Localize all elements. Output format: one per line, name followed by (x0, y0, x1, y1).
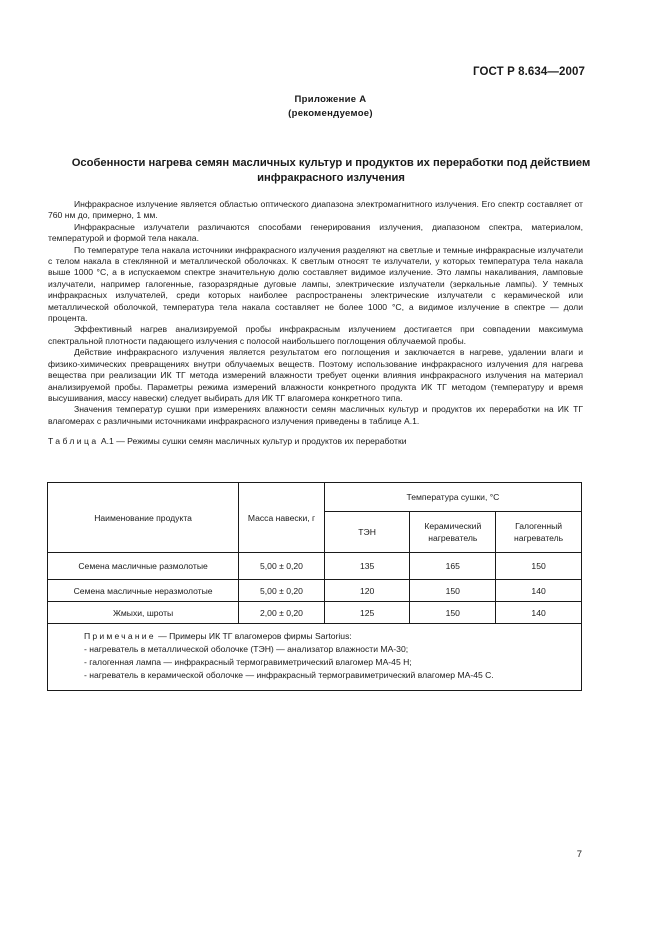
section-title-line-2: инфракрасного излучения (257, 172, 405, 184)
cell-ten: 120 (324, 580, 410, 602)
cell-product: Семена масличные неразмолотые (48, 580, 239, 602)
paragraph: Значения температур сушки при измерениях влажности семян масличных культур и продуктов их переработки на ИК ТГ влагомерах с различными источниками инфракрасного излучения приведены в таблице А.1. (48, 404, 583, 426)
cell-ten: 125 (324, 602, 410, 624)
standard-code: ГОСТ Р 8.634—2007 (473, 66, 585, 78)
section-title (40, 156, 622, 186)
paragraph: Инфракрасное излучение является областью оптического диапазона электромагнитного излучения. Его спектр составляет от 760 нм до, примерно, 1 мм. (48, 199, 583, 221)
table-note-row (48, 624, 582, 691)
cell-halogen: 140 (496, 602, 582, 624)
table-header-row (48, 483, 582, 512)
cell-ten: 135 (324, 553, 410, 580)
header-ceramic-line-2: нагреватель (428, 533, 478, 543)
page-number: 7 (576, 849, 582, 860)
appendix-title: Приложение А (294, 94, 367, 105)
paragraph: Действие инфракрасного излучения является результатом его поглощения и заключается в нагреве, удалении влаги и физико-химических превращениях внутри облучаемых веществ. Поэтому использование инфракрасного излучения для нагрева вещества при реализации ИК ТГ метода измерений влажности требует оценки влияния инфракрасного излучения на материал анализируемой пробы. Параметры режима измерений влажности конкретного продукта ИК ТГ методом (температуру и время высушивания, массу навески) следует выбирать для ИК ТГ влагомера конкретного типа. (48, 347, 583, 403)
paragraph: По температуре тела накала источники инфракрасного излучения разделяют на светлые и темные инфракрасные излучатели с телом накала в стеклянной и металлической оболочках. К светлым относят те излучатели, у которых температура тела накала выше 1000 °С, а в испускаемом спектре значительную долю составляет видимое излучение. Это лампы накаливания, ламповые излучатели, например галогенные, газоразрядные дуговые лампы, электрические излучатели (зеркальные лампы). У темных инфракрасных излучателей, среди которых наиболее распространены электрические излучатели с керамической или металлической оболочкой, температура тела накала составляет не более 1000 °С, а видимое излучение в спектре — доли процента. (48, 244, 583, 324)
note-line: - нагреватель в керамической оболочке — инфракрасный термогравиметрический влагомер МА-45 С. (84, 670, 494, 680)
header-ceramic-line-1: Керамический (424, 521, 482, 531)
note-label: Примечание (84, 631, 156, 641)
cell-mass: 2,00 ± 0,20 (239, 602, 325, 624)
cell-product: Семена масличные размолотые (48, 553, 239, 580)
header-ten: ТЭН (324, 512, 410, 553)
header-halogen-line-2: нагреватель (514, 533, 564, 543)
table-caption (48, 436, 407, 447)
cell-mass: 5,00 ± 0,20 (239, 553, 325, 580)
header-halogen-heater (496, 512, 582, 553)
table-caption-label: Таблица (48, 436, 99, 446)
note-lead-text: — Примеры ИК ТГ влагомеров фирмы Sartorius: (158, 631, 352, 641)
note-line: - нагреватель в металлической оболочке (ТЭН) — анализатор влажности МА-30; (84, 644, 409, 654)
note-line: - галогенная лампа — инфракрасный термогравиметрический влагомер МА-45 Н; (84, 657, 412, 667)
section-title-line-1: Особенности нагрева семян масличных культур и продуктов их переработки под действием (71, 157, 591, 169)
table-note (48, 624, 582, 691)
paragraph: Эффективный нагрев анализируемой пробы инфракрасным излучением достигается при совпадении максимума спектральной плотности падающего излучения с полосой наибольшего поглощения облучаемой пробы. (48, 324, 583, 346)
cell-ceramic: 165 (410, 553, 496, 580)
cell-halogen: 140 (496, 580, 582, 602)
header-drying-temperature: Температура сушки, °С (324, 483, 581, 512)
table-caption-text: — Режимы сушки семян масличных культур и продуктов их переработки (116, 436, 407, 446)
table-caption-number: А.1 (100, 436, 114, 446)
appendix-status: (рекомендуемое) (288, 108, 373, 119)
note-lead (84, 630, 581, 643)
cell-mass: 5,00 ± 0,20 (239, 580, 325, 602)
drying-modes-table (47, 482, 582, 691)
header-halogen-line-1: Галогенный (515, 521, 563, 531)
cell-halogen: 150 (496, 553, 582, 580)
header-product-name: Наименование продукта (48, 483, 239, 553)
header-ceramic-heater (410, 512, 496, 553)
body-text (48, 199, 583, 427)
cell-ceramic: 150 (410, 580, 496, 602)
table-row (48, 602, 582, 624)
table-row (48, 553, 582, 580)
paragraph: Инфракрасные излучатели различаются способами генерирования излучения, диапазоном спектра, материалом, температурой и формой тела накала. (48, 221, 583, 244)
appendix-heading (0, 93, 661, 121)
header-sample-mass: Масса навески, г (239, 483, 325, 553)
cell-ceramic: 150 (410, 602, 496, 624)
table-row (48, 580, 582, 602)
cell-product: Жмыхи, шроты (48, 602, 239, 624)
